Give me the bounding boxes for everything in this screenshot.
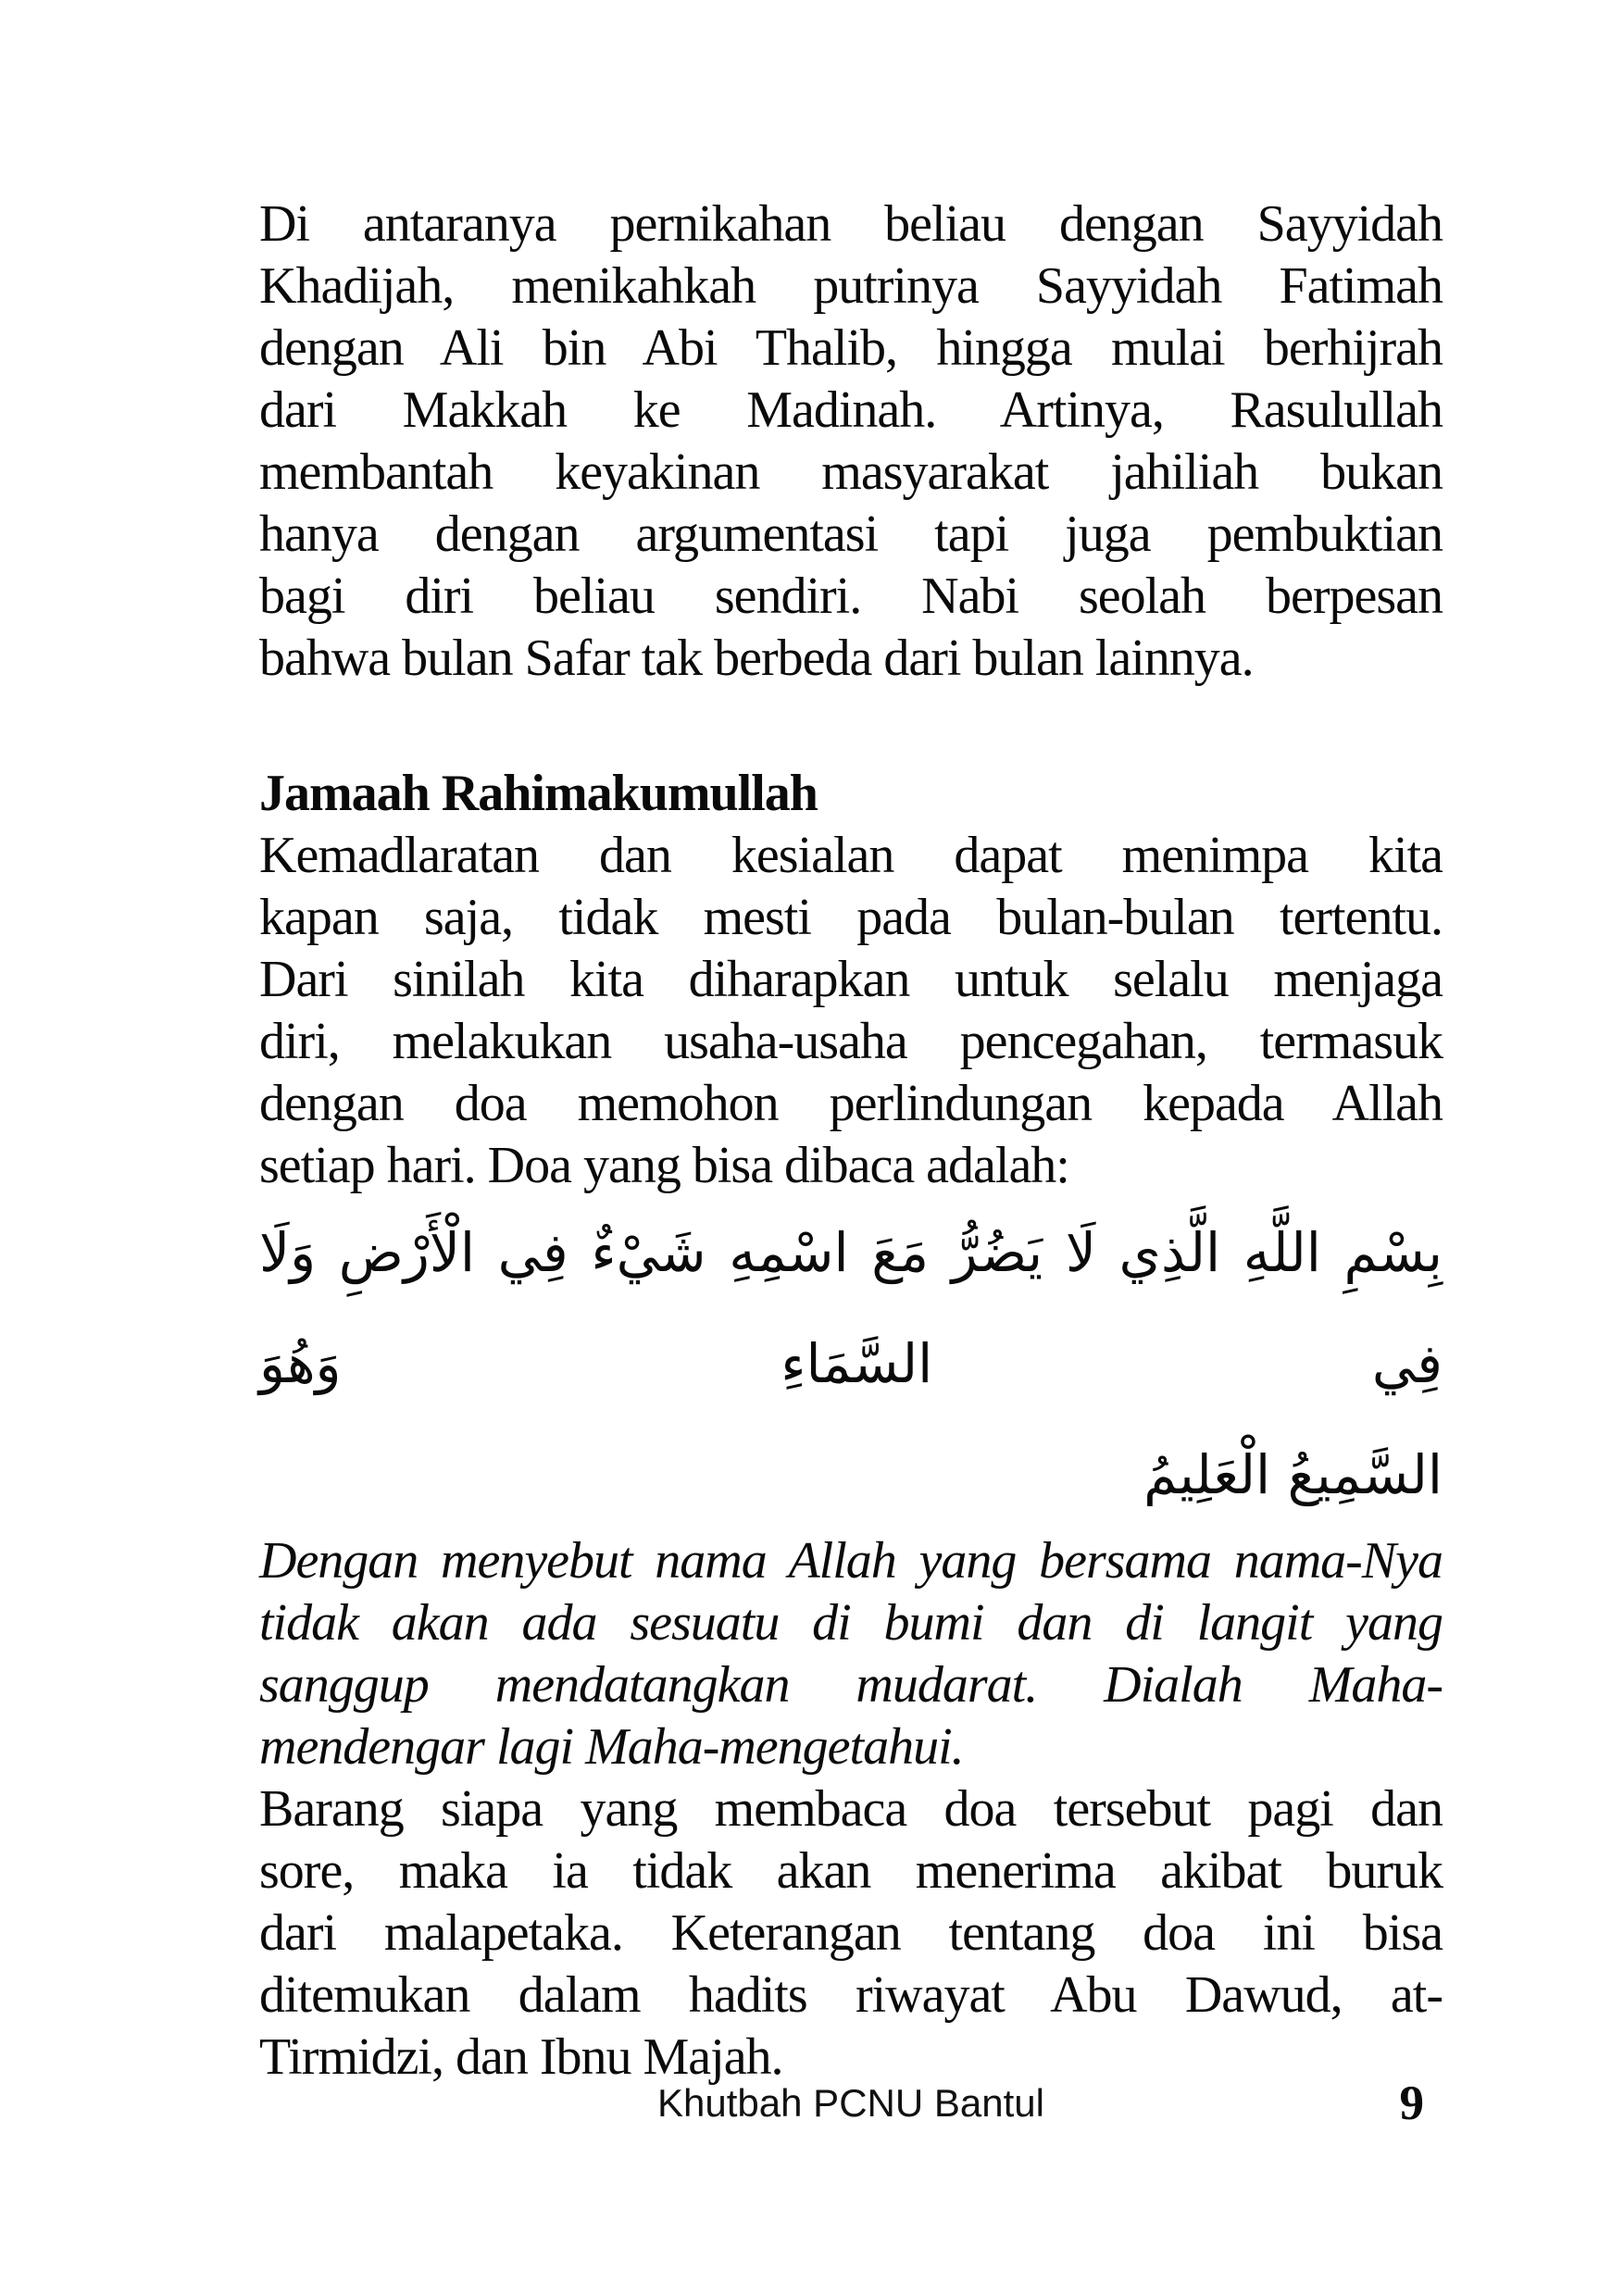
text-line: hanya dengan argumentasi tapi juga pembuktian	[259, 505, 1443, 563]
text-line: dari Makkah ke Madinah. Artinya, Rasulullah	[259, 381, 1443, 439]
book-title: Khutbah PCNU Bantul	[657, 2081, 1044, 2125]
page-body	[259, 193, 1443, 2089]
text-line: ditemukan dalam hadits riwayat Abu Dawud, at-	[259, 1966, 1443, 2024]
prayer-translation	[259, 1530, 1443, 1778]
text-line: bagi diri beliau sendiri. Nabi seolah berpesan	[259, 568, 1443, 625]
text-line: dengan doa memohon perlindungan kepada Allah	[259, 1075, 1443, 1132]
section-heading	[259, 763, 1443, 825]
text-line: dari malapetaka. Keterangan tentang doa ini bisa	[259, 1904, 1443, 1962]
paragraph-hadits	[259, 1778, 1443, 2089]
text-line: Jamaah Rahimakumullah	[259, 765, 818, 822]
text-line: membantah keyakinan masyarakat jahiliah bukan	[259, 443, 1443, 501]
text-line: sore, maka ia tidak akan menerima akibat buruk	[259, 1842, 1443, 1900]
text-line: Dari sinilah kita diharapkan untuk selalu menjaga	[259, 951, 1443, 1008]
text-line: Khadijah, menikahkah putrinya Sayyidah Fatimah	[259, 257, 1443, 315]
paragraph-kemadlaratan	[259, 825, 1443, 1197]
text-line: السَّمِيعُ الْعَلِيمُ	[1143, 1443, 1443, 1506]
paragraph-intro	[259, 193, 1443, 690]
text-line: Barang siapa yang membaca doa tersebut pagi dan	[259, 1780, 1443, 1838]
text-line: Dengan menyebut nama Allah yang bersama nama-Nya	[259, 1532, 1443, 1590]
text-line: Tirmidzi, dan Ibnu Majah.	[259, 2028, 783, 2086]
text-line: tidak akan ada sesuatu di bumi dan di langit yang	[259, 1594, 1443, 1652]
text-line: diri, melakukan usaha-usaha pencegahan, termasuk	[259, 1013, 1443, 1070]
text-line: dengan Ali bin Abi Thalib, hingga mulai berhijrah	[259, 319, 1443, 377]
footer	[259, 2077, 1443, 2137]
text-line: kapan saja, tidak mesti pada bulan-bulan tertentu.	[259, 889, 1443, 946]
text-line: Kemadlaratan dan kesialan dapat menimpa kita	[259, 827, 1443, 884]
text-line: sanggup mendatangkan mudarat. Dialah Maha-	[259, 1656, 1443, 1714]
page-number: 9	[1399, 2077, 1424, 2130]
text-line: mendengar lagi Maha-mengetahui.	[259, 1718, 964, 1776]
arabic-prayer-text	[259, 1197, 1443, 1530]
text-line: bahwa bulan Safar tak berbeda dari bulan lainnya.	[259, 630, 1254, 687]
text-line: Di antaranya pernikahan beliau dengan Sayyidah	[259, 195, 1443, 253]
text-line: setiap hari. Doa yang bisa dibaca adalah:	[259, 1137, 1069, 1194]
text-line: بِسْمِ اللَّهِ الَّذِي لَا يَضُرُّ مَعَ اسْمِهِ شَيْءٌ فِي الْأَرْضِ وَلَا فِي السَّمَاءِ وَهُوَ	[259, 1221, 1443, 1395]
